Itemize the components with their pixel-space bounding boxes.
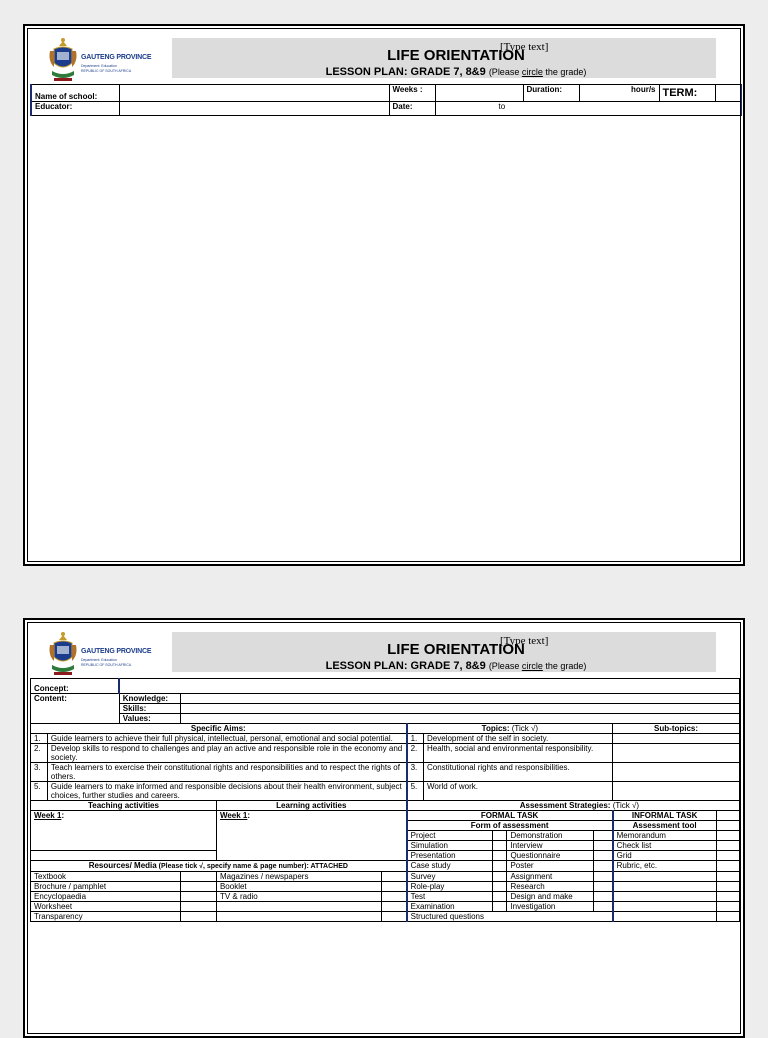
tick-box[interactable] (594, 872, 613, 882)
skills-label: Skills: (119, 704, 180, 714)
teaching-activities-spacer (31, 851, 217, 861)
document-subtitle (172, 66, 716, 78)
assessment-tool-empty[interactable] (613, 872, 717, 882)
subtopic-field[interactable] (613, 763, 740, 782)
specific-aims-header: Specific Aims: (31, 724, 407, 734)
tick-box[interactable] (181, 882, 217, 892)
subtopic-field[interactable] (613, 744, 740, 763)
subtitle-post: the grade) (542, 661, 587, 671)
resource-item: Magazines / newspapers (216, 872, 381, 882)
subtitle-main: LESSON PLAN: GRADE 7, 8&9 (325, 66, 489, 78)
tick-box[interactable] (716, 831, 739, 841)
tick-box[interactable] (492, 831, 507, 841)
subtopics-header: Sub-topics: (613, 724, 740, 734)
resource-item: Brochure / pamphlet (31, 882, 181, 892)
type-text-placeholder: [Type text] (500, 41, 549, 53)
tick-box[interactable] (181, 892, 217, 902)
type-text-placeholder: [Type text] (500, 635, 549, 647)
logo-text: GAUTENG PROVINCE (81, 648, 152, 655)
subtopic-field[interactable] (613, 734, 740, 744)
logo-subtext-2: REPUBLIC OF SOUTH AFRICA (81, 69, 132, 73)
assessment-form: Design and make (507, 892, 594, 902)
lesson-plan-table (30, 678, 740, 922)
resource-item: Booklet (216, 882, 381, 892)
tick-box[interactable] (492, 851, 507, 861)
week-1-learning-colon: : (247, 811, 251, 820)
term-field[interactable] (715, 85, 741, 102)
tick-box[interactable] (381, 882, 406, 892)
assessment-form: Simulation (407, 841, 493, 851)
assessment-form: Demonstration (507, 831, 594, 841)
aim-text: Guide learners to make informed and responsible decisions about their health environment, subject choices, further studies and careers. (47, 782, 406, 801)
logo-subtext: Department: Education (81, 658, 117, 662)
topics-header (407, 724, 613, 734)
assessment-form: Role-play (407, 882, 493, 892)
content-label: Content: (31, 694, 120, 724)
duration-label: Duration: (523, 85, 579, 102)
title-box (172, 38, 716, 78)
tick-box[interactable] (381, 912, 406, 922)
tick-box[interactable] (492, 872, 507, 882)
assessment-tool: Memorandum (613, 831, 717, 841)
coat-of-arms-icon (48, 631, 78, 679)
concept-field[interactable] (119, 679, 739, 694)
learning-activities-header: Learning activities (216, 801, 406, 811)
structured-questions: Structured questions (407, 912, 613, 922)
assessment-tool-empty[interactable] (613, 912, 717, 922)
values-label: Values: (119, 714, 180, 724)
page-two (23, 618, 745, 1038)
aim-number: 5. (31, 782, 48, 801)
assessment-form: Research (507, 882, 594, 892)
resource-item (216, 912, 381, 922)
assessment-form: Project (407, 831, 493, 841)
document-title: LIFE ORIENTATION (387, 47, 525, 64)
logo-subtext-2: REPUBLIC OF SOUTH AFRICA (81, 663, 132, 667)
topics-header-label: Topics: (481, 724, 510, 733)
subtitle-main: LESSON PLAN: GRADE 7, 8&9 (325, 660, 489, 672)
assessment-tool: Rubric, etc. (613, 861, 717, 872)
weeks-field[interactable] (435, 85, 523, 102)
tick-box[interactable] (492, 861, 507, 872)
assessment-form: Test (407, 892, 493, 902)
weeks-label: Weeks : (389, 85, 435, 102)
informal-task-spacer (716, 811, 739, 821)
document-title: LIFE ORIENTATION (387, 641, 525, 658)
teaching-activities-field[interactable] (31, 811, 217, 851)
subtitle-post: the grade) (542, 67, 587, 77)
formal-task-header: FORMAL TASK (407, 811, 613, 821)
concept-label: Concept: (31, 679, 120, 694)
knowledge-field[interactable] (181, 694, 740, 704)
learning-activities-field[interactable] (216, 811, 406, 861)
resource-item: Textbook (31, 872, 181, 882)
date-label: Date: (389, 102, 435, 116)
topic-text: Health, social and environmental responsibility. (424, 744, 613, 763)
subtopic-field[interactable] (613, 782, 740, 801)
week-1-teaching-label: Week 1 (34, 811, 62, 820)
teaching-activities-header: Teaching activities (31, 801, 217, 811)
gauteng-logo (48, 631, 163, 681)
tick-box[interactable] (594, 902, 613, 912)
knowledge-label: Knowledge: (119, 694, 180, 704)
informal-task-header: INFORMAL TASK (613, 811, 717, 821)
resource-item: TV & radio (216, 892, 381, 902)
page-header (30, 625, 740, 682)
title-box (172, 632, 716, 672)
term-label: TERM: (659, 85, 715, 102)
assessment-form: Case study (407, 861, 493, 872)
page-one (23, 24, 745, 566)
coat-of-arms-icon (48, 37, 78, 85)
assessment-tool-spacer (716, 821, 739, 831)
resources-note: (Please tick √, specify name & page number): ATTACHED (156, 863, 348, 870)
skills-field[interactable] (181, 704, 740, 714)
tick-box[interactable] (594, 851, 613, 861)
topics-tick-note: (Tick √) (509, 724, 539, 733)
tick-box[interactable] (716, 892, 739, 902)
tick-box[interactable] (181, 872, 217, 882)
assessment-tool-empty[interactable] (613, 892, 717, 902)
assessment-form: Survey (407, 872, 493, 882)
topic-number: 5. (407, 782, 424, 801)
values-field[interactable] (181, 714, 740, 724)
aim-number: 3. (31, 763, 48, 782)
subtitle-pre: (Please (488, 67, 522, 77)
logo-subtext: Department: Education (81, 64, 117, 68)
tick-box[interactable] (492, 882, 507, 892)
subtitle-pre: (Please (488, 661, 522, 671)
assessment-tool-empty[interactable] (613, 882, 717, 892)
aim-number: 2. (31, 744, 48, 763)
tick-box[interactable] (716, 912, 739, 922)
assessment-form: Examination (407, 902, 493, 912)
tick-box[interactable] (181, 902, 217, 912)
school-info-table (30, 84, 742, 116)
assessment-form: Interview (507, 841, 594, 851)
assessment-strategies-label: Assessment Strategies: (519, 801, 611, 810)
date-to-label: to (498, 102, 506, 111)
aim-text: Guide learners to achieve their full physical, intellectual, personal, emotional and social potential. (47, 734, 406, 744)
tick-box[interactable] (381, 892, 406, 902)
tick-box[interactable] (716, 882, 739, 892)
assessment-form: Presentation (407, 851, 493, 861)
tick-box[interactable] (181, 912, 217, 922)
assessment-form: Poster (507, 861, 594, 872)
tick-box[interactable] (381, 872, 406, 882)
educator-field[interactable] (119, 102, 389, 116)
assessment-form: Assignment (507, 872, 594, 882)
tick-box[interactable] (492, 902, 507, 912)
week-1-teaching-colon: : (61, 811, 65, 820)
assessment-tool: Check list (613, 841, 717, 851)
hours-label: hour/s (579, 85, 659, 102)
subtitle-circle: circle (521, 67, 543, 77)
week-1-learning-label: Week 1 (219, 811, 248, 820)
tick-box[interactable] (716, 851, 739, 861)
assessment-strategies-header (407, 801, 740, 811)
tick-box[interactable] (594, 882, 613, 892)
resource-item: Encyclopaedia (31, 892, 181, 902)
subtitle-circle: circle (521, 661, 543, 671)
tick-box[interactable] (594, 861, 613, 872)
topic-number: 2. (407, 744, 424, 763)
tick-box[interactable] (492, 841, 507, 851)
aim-text: Develop skills to respond to challenges and play an active and responsible role in the economy and society. (47, 744, 406, 763)
assessment-tool-header: Assessment tool (613, 821, 717, 831)
tick-box[interactable] (594, 831, 613, 841)
name-of-school-label: Name of school: (31, 85, 119, 102)
assessment-tick-note: (Tick √) (610, 801, 639, 810)
tick-box[interactable] (594, 841, 613, 851)
date-field[interactable] (435, 102, 741, 116)
tick-box[interactable] (716, 861, 739, 872)
resource-item: Transparency (31, 912, 181, 922)
aim-text: Teach learners to exercise their constitutional rights and responsibilities and to respect the rights of others. (47, 763, 406, 782)
tick-box[interactable] (716, 872, 739, 882)
topic-number: 3. (407, 763, 424, 782)
tick-box[interactable] (716, 902, 739, 912)
topic-text: Constitutional rights and responsibilities. (424, 763, 613, 782)
topic-number: 1. (407, 734, 424, 744)
tick-box[interactable] (716, 841, 739, 851)
logo-text: GAUTENG PROVINCE (81, 54, 152, 61)
gauteng-logo (48, 37, 163, 87)
resource-item (216, 902, 381, 912)
resources-header-label: Resources/ Media (88, 861, 157, 870)
assessment-form: Investigation (507, 902, 594, 912)
topic-text: Development of the self in society. (424, 734, 613, 744)
assessment-tool: Grid (613, 851, 717, 861)
form-of-assessment-header: Form of assessment (407, 821, 613, 831)
assessment-tool-empty[interactable] (613, 902, 717, 912)
tick-box[interactable] (594, 892, 613, 902)
resource-item: Worksheet (31, 902, 181, 912)
educator-label: Educator: (31, 102, 119, 116)
document-subtitle (172, 660, 716, 672)
aim-number: 1. (31, 734, 48, 744)
tick-box[interactable] (492, 892, 507, 902)
page-header (30, 31, 740, 88)
tick-box[interactable] (381, 902, 406, 912)
resources-header (31, 861, 407, 872)
name-of-school-field[interactable] (119, 85, 389, 102)
assessment-form: Questionnaire (507, 851, 594, 861)
topic-text: World of work. (424, 782, 613, 801)
